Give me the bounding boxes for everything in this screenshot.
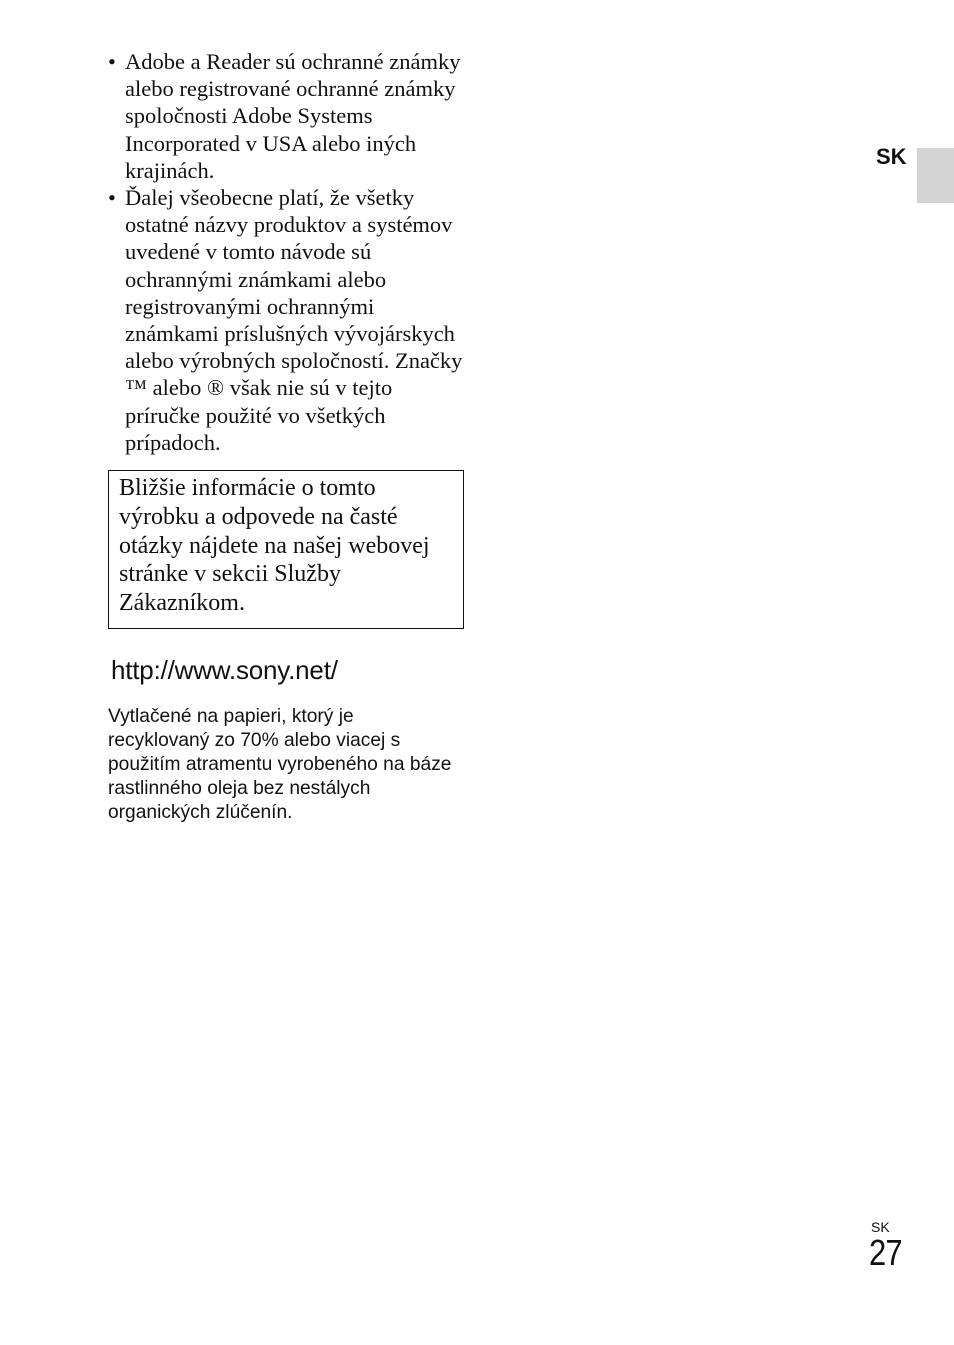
- support-info-text: Bližšie informácie o tomto výrobku a odpovede na časté otázky nájdete na našej webovej stránke v sekcii Služby Zákazníkom.: [119, 475, 430, 617]
- bullet-marker: •: [108, 49, 116, 74]
- list-item: [108, 48, 464, 184]
- language-side-tab: [917, 148, 954, 203]
- trademark-note-general: Ďalej všeobecne platí, že všetky ostatné názvy produktov a systémov uvedené v tomto návode sú ochrannými známkami alebo registrovanými ochrannými známkami príslušných vývojárskych alebo výrobných spoločností. Značky ™ alebo ® však nie sú v tejto príručke použité vo všetkých prípadoch.: [125, 185, 463, 455]
- trademark-note-adobe: Adobe a Reader sú ochranné známky alebo registrované ochranné známky spoločnosti Adobe Systems Incorporated v USA alebo iných krajinách.: [125, 49, 461, 183]
- bullet-marker: •: [108, 185, 116, 211]
- trademark-notes-list: [108, 48, 464, 456]
- page-number: 27: [869, 1232, 902, 1273]
- footer-language: SK: [871, 1219, 890, 1235]
- support-info-box: [108, 470, 464, 629]
- language-label: SK: [876, 144, 907, 169]
- recycled-paper-note: Vytlačené na papieri, ktorý je recyklovaný zo 70% alebo viacej s použitím atramentu vyrobeného na báze rastlinného oleja bez nestálych organických zlúčenín.: [108, 706, 452, 823]
- website-link[interactable]: http://www.sony.net/: [111, 655, 338, 685]
- list-item: [108, 184, 464, 456]
